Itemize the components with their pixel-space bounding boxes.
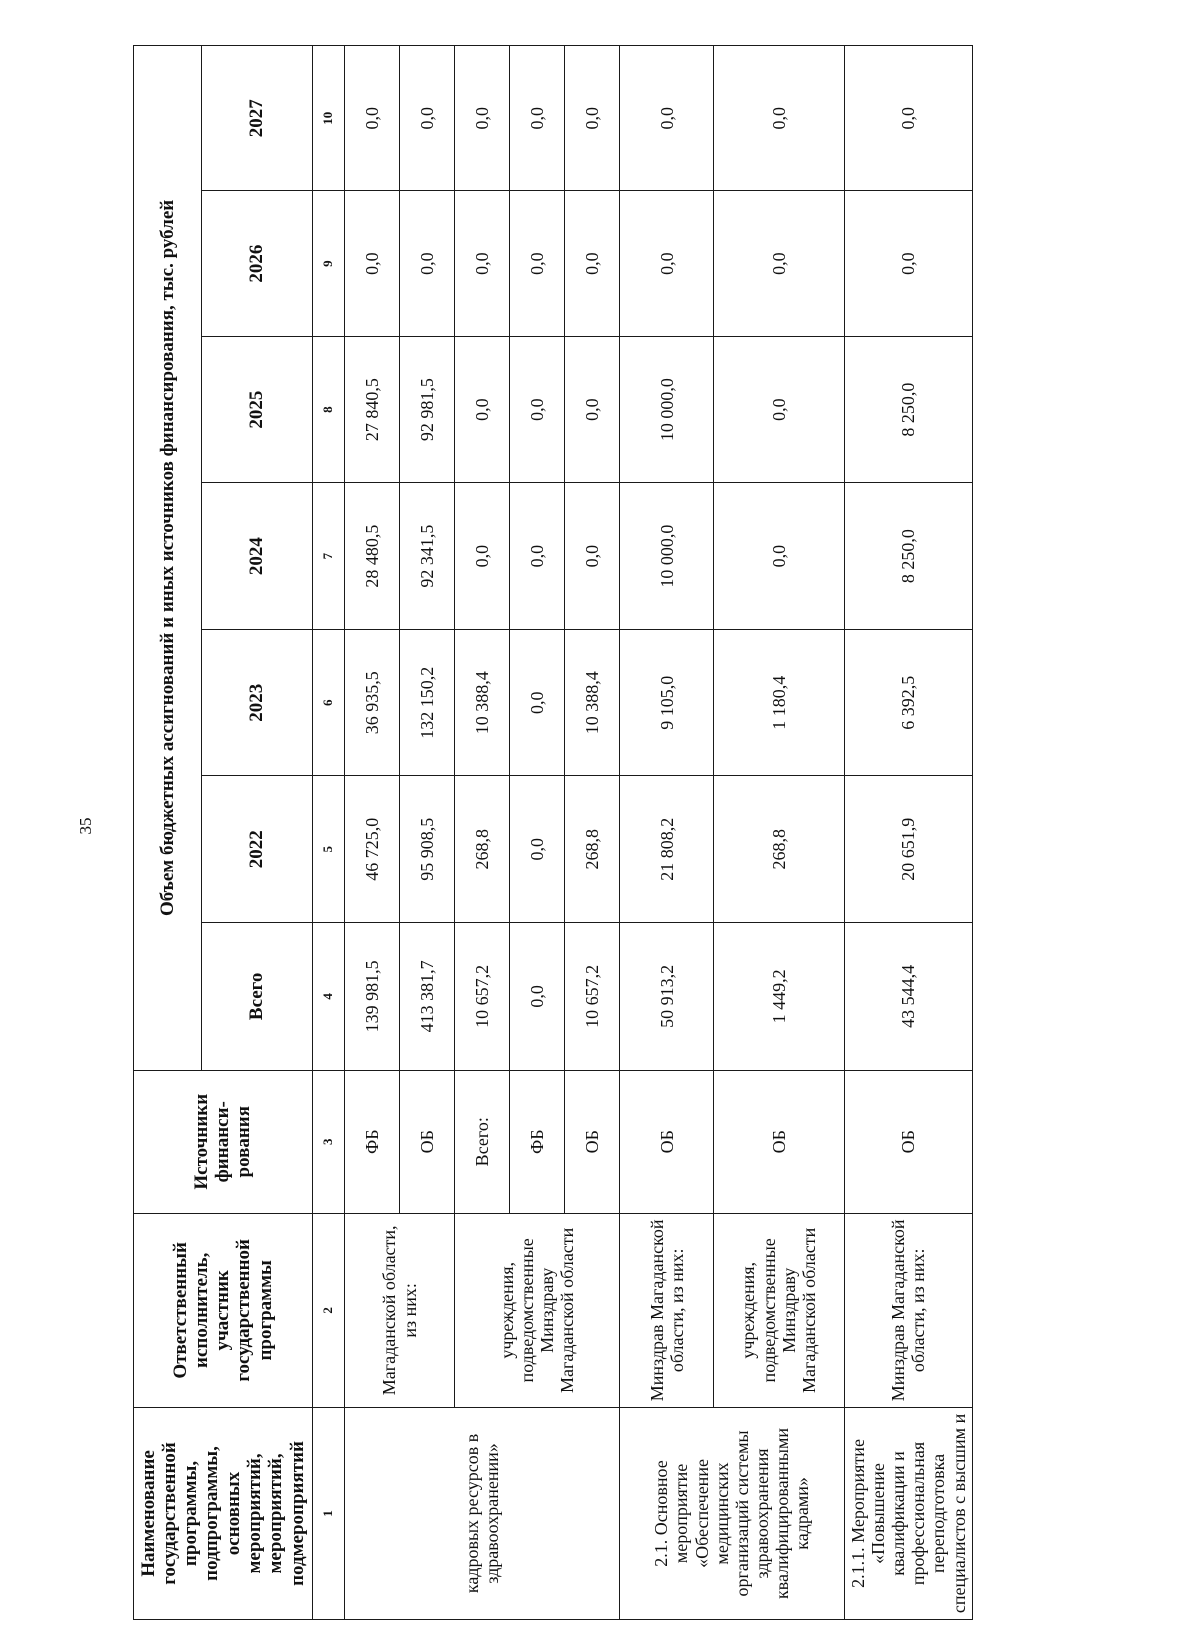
value-cell: 0,0: [565, 483, 620, 630]
value-cell: 0,0: [510, 483, 565, 630]
header-year-2026: 2026: [202, 191, 312, 336]
value-cell: 0,0: [565, 191, 620, 336]
value-cell: 9 105,0: [620, 629, 714, 776]
value-cell: 36 935,5: [345, 629, 400, 776]
value-cell: 0,0: [620, 46, 714, 191]
value-cell: 10 657,2: [565, 923, 620, 1071]
value-cell: 21 808,2: [620, 776, 714, 923]
value-cell: 0,0: [565, 336, 620, 483]
value-cell: 0,0: [714, 336, 844, 483]
row-name: 2.1. Основное мероприятие «Обеспечение медицинских организаций системы здравоохранения квалифицированными кадрами»: [620, 1407, 844, 1619]
column-number: 9: [312, 191, 345, 336]
value-cell: 268,8: [455, 776, 510, 923]
value-cell: 10 388,4: [455, 629, 510, 776]
header-year-2024: 2024: [202, 483, 312, 630]
value-cell: 0,0: [455, 483, 510, 630]
value-cell: 132 150,2: [400, 629, 455, 776]
column-number-row: [312, 46, 345, 1620]
value-cell: 10 000,0: [620, 483, 714, 630]
value-cell: 0,0: [844, 191, 972, 336]
row-source: ФБ: [510, 1070, 565, 1213]
row-source: ОБ: [844, 1070, 972, 1213]
value-cell: 50 913,2: [620, 923, 714, 1071]
header-responsible: Ответственный исполнитель, участник государственной программы: [134, 1213, 313, 1407]
value-cell: 268,8: [714, 776, 844, 923]
column-number: 5: [312, 776, 345, 923]
value-cell: 0,0: [455, 336, 510, 483]
column-number: 6: [312, 629, 345, 776]
value-cell: 0,0: [844, 46, 972, 191]
column-number: 10: [312, 46, 345, 191]
value-cell: 0,0: [714, 483, 844, 630]
header-year-2025: 2025: [202, 336, 312, 483]
row-responsible: Минздрав Магаданской области, из них:: [844, 1213, 972, 1407]
table-row: [345, 46, 400, 1620]
column-number: 7: [312, 483, 345, 630]
row-source: ОБ: [565, 1070, 620, 1213]
row-source: ОБ: [400, 1070, 455, 1213]
row-source: ОБ: [620, 1070, 714, 1213]
value-cell: 8 250,0: [844, 483, 972, 630]
value-cell: 1 449,2: [714, 923, 844, 1071]
value-cell: 10 388,4: [565, 629, 620, 776]
row-source: ОБ: [714, 1070, 844, 1213]
column-number: 1: [312, 1407, 345, 1619]
value-cell: 0,0: [400, 191, 455, 336]
value-cell: 0,0: [510, 191, 565, 336]
value-cell: 0,0: [714, 191, 844, 336]
value-cell: 0,0: [510, 776, 565, 923]
row-source: ФБ: [345, 1070, 400, 1213]
value-cell: 20 651,9: [844, 776, 972, 923]
value-cell: 0,0: [565, 46, 620, 191]
value-cell: 0,0: [510, 46, 565, 191]
row-responsible: Минздрав Магаданской области, из них:: [620, 1213, 714, 1407]
value-cell: 0,0: [455, 191, 510, 336]
value-cell: 95 908,5: [400, 776, 455, 923]
value-cell: 27 840,5: [345, 336, 400, 483]
value-cell: 413 381,7: [400, 923, 455, 1071]
financing-table: [133, 45, 973, 1620]
column-number: 4: [312, 923, 345, 1071]
header-year-total: Всего: [202, 923, 312, 1071]
value-cell: 46 725,0: [345, 776, 400, 923]
value-cell: 43 544,4: [844, 923, 972, 1071]
value-cell: 0,0: [345, 191, 400, 336]
row-responsible: учреждения, подведомственные Минздраву Магаданской области: [455, 1213, 620, 1407]
value-cell: 0,0: [455, 46, 510, 191]
value-cell: 0,0: [510, 629, 565, 776]
table-row: [620, 46, 714, 1620]
column-number: 2: [312, 1213, 345, 1407]
rotated-table-container: [133, 45, 973, 1620]
table-row: [455, 46, 510, 1620]
row-responsible: учреждения, подведомственные Минздраву Магаданской области: [714, 1213, 844, 1407]
header-volume: Объем бюджетных ассигнований и иных источников финансирования, тыс. рублей: [134, 46, 202, 1071]
row-name: 2.1.1. Мероприятие «Повышение квалификации и профессиональная переподготовка специалистов с высшим и: [844, 1407, 972, 1619]
value-cell: 0,0: [400, 46, 455, 191]
value-cell: 0,0: [714, 46, 844, 191]
value-cell: 0,0: [620, 191, 714, 336]
row-responsible: Магаданской области, из них:: [345, 1213, 455, 1407]
value-cell: 92 341,5: [400, 483, 455, 630]
header-year-2023: 2023: [202, 629, 312, 776]
value-cell: 8 250,0: [844, 336, 972, 483]
table-row: [844, 46, 972, 1620]
row-name: кадровых ресурсов в здравоохранении»: [345, 1407, 620, 1619]
column-number: 3: [312, 1070, 345, 1213]
value-cell: 1 180,4: [714, 629, 844, 776]
header-year-2022: 2022: [202, 776, 312, 923]
header-name: Наименование государственной программы, подпрограммы, основных мероприятий, мероприятий, подмероприятий: [134, 1407, 313, 1619]
row-source: Всего:: [455, 1070, 510, 1213]
value-cell: 0,0: [345, 46, 400, 191]
value-cell: 0,0: [510, 336, 565, 483]
header-year-2027: 2027: [202, 46, 312, 191]
value-cell: 268,8: [565, 776, 620, 923]
value-cell: 28 480,5: [345, 483, 400, 630]
header-sources: Источники финанси-рования: [134, 1070, 313, 1213]
page-number: 35: [76, 817, 95, 835]
table-row: [714, 46, 844, 1620]
column-number: 8: [312, 336, 345, 483]
value-cell: 10 000,0: [620, 336, 714, 483]
value-cell: 139 981,5: [345, 923, 400, 1071]
value-cell: 92 981,5: [400, 336, 455, 483]
value-cell: 0,0: [510, 923, 565, 1071]
value-cell: 10 657,2: [455, 923, 510, 1071]
value-cell: 6 392,5: [844, 629, 972, 776]
